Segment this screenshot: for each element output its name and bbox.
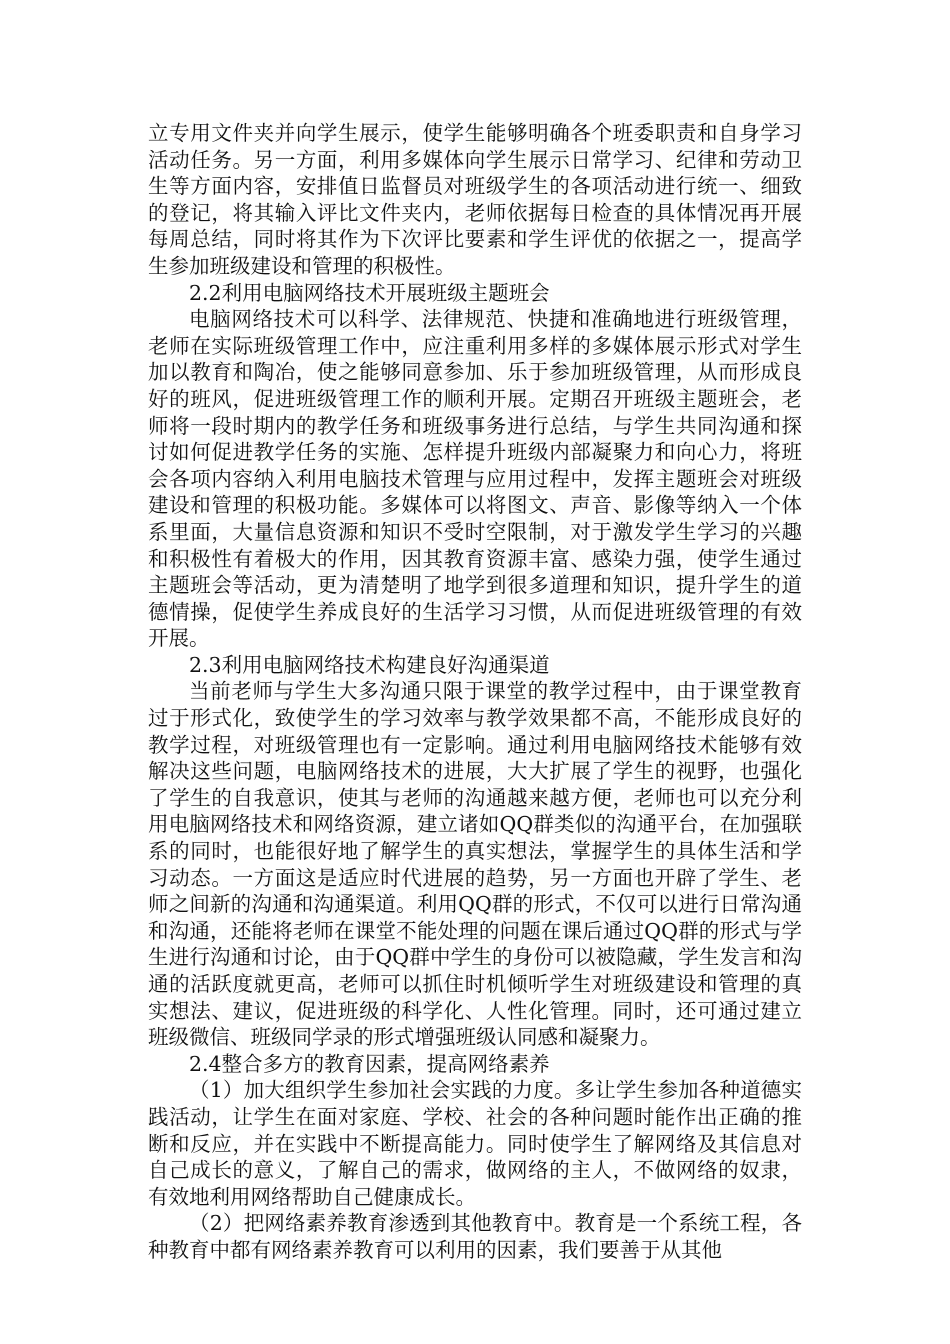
paragraph-communication-channels: 当前老师与学生大多沟通只限于课堂的教学过程中，由于课堂教育过于形式化，致使学生的学习效率与教学效果都不高，不能形成良好的教学过程，对班级管理也有一定影响。通过利用电脑网络技术能够有效解决这些问题，电脑网络技术的进展，大大扩展了学生的视野，也强化了学生的自我意识，使其与老师的沟通越来越方便，老师也可以充分利用电脑网络技术和网络资源，建立诸如QQ群类似的沟通平台，在加强联系的同时，也能很好地了解学生的真实想法，掌握学生的具体生活和学习动态。一方面这是适应时代进展的趋势，另一方面也开辟了学生、老师之间新的沟通和沟通渠道。利用QQ群的形式，不仅可以进行日常沟通和沟通，还能将老师在课堂不能处理的问题在课后通过QQ群的形式与学生进行沟通和讨论，由于QQ群中学生的身份可以被隐藏，学生发言和沟通的活跃度就更高，老师可以抓住时机倾听学生对班级建设和管理的真实想法、建议，促进班级的科学化、人性化管理。同时，还可通过建立班级微信、班级同学录的形式增强班级认同感和凝聚力。: [148, 679, 802, 1050]
paragraph-network-literacy: （2）把网络素养教育渗透到其他教育中。教育是一个系统工程，各种教育中都有网络素养教育可以利用的因素，我们要善于从其他: [148, 1211, 802, 1262]
document-body: [148, 120, 802, 1264]
paragraph-social-practice: （1）加大组织学生参加社会实践的力度。多让学生参加各种道德实践活动，让学生在面对家庭、学校、社会的各种问题时能作出正确的推断和反应，并在实践中不断提高能力。同时使学生了解网络及其信息对自己成长的意义，了解自己的需求，做网络的主人，不做网络的奴隶，有效地利用网络帮助自己健康成长。: [148, 1078, 802, 1209]
paragraph-theme-class-meeting: 电脑网络技术可以科学、法律规范、快捷和准确地进行班级管理，老师在实际班级管理工作中，应注重利用多样的多媒体展示形式对学生加以教育和陶冶，使之能够同意参加、乐于参加班级管理，从而形成良好的班风，促进班级管理工作的顺利开展。定期召开班级主题班会，老师将一段时期内的教学任务和班级事务进行总结，与学生共同沟通和探讨如何促进教学任务的实施、怎样提升班级内部凝聚力和向心力，将班会各项内容纳入利用电脑技术管理与应用过程中，发挥主题班会对班级建设和管理的积极功能。多媒体可以将图文、声音、影像等纳入一个体系里面，大量信息资源和知识不受时空限制，对于激发学生学习的兴趣和积极性有着极大的作用，因其教育资源丰富、感染力强，使学生通过主题班会等活动，更为清楚明了地学到很多道理和知识，提升学生的道德情操，促使学生养成良好的生活学习习惯，从而促进班级管理的有效开展。: [148, 307, 802, 651]
section-heading-2-2: 2.2利用电脑网络技术开展班级主题班会: [189, 280, 550, 305]
section-heading-2-4: 2.4整合多方的教育因素，提高网络素养: [189, 1051, 550, 1076]
section-heading-2-3: 2.3利用电脑网络技术构建良好沟通渠道: [189, 652, 550, 677]
paragraph-intro-continuation: 立专用文件夹并向学生展示，使学生能够明确各个班委职责和自身学习活动任务。另一方面，利用多媒体向学生展示日常学习、纪律和劳动卫生等方面内容，安排值日监督员对班级学生的各项活动进行统一、细致的登记，将其输入评比文件夹内，老师依据每日检查的具体情况再开展每周总结，同时将其作为下次评比要素和学生评优的依据之一，提高学生参加班级建设和管理的积极性。: [148, 121, 802, 278]
